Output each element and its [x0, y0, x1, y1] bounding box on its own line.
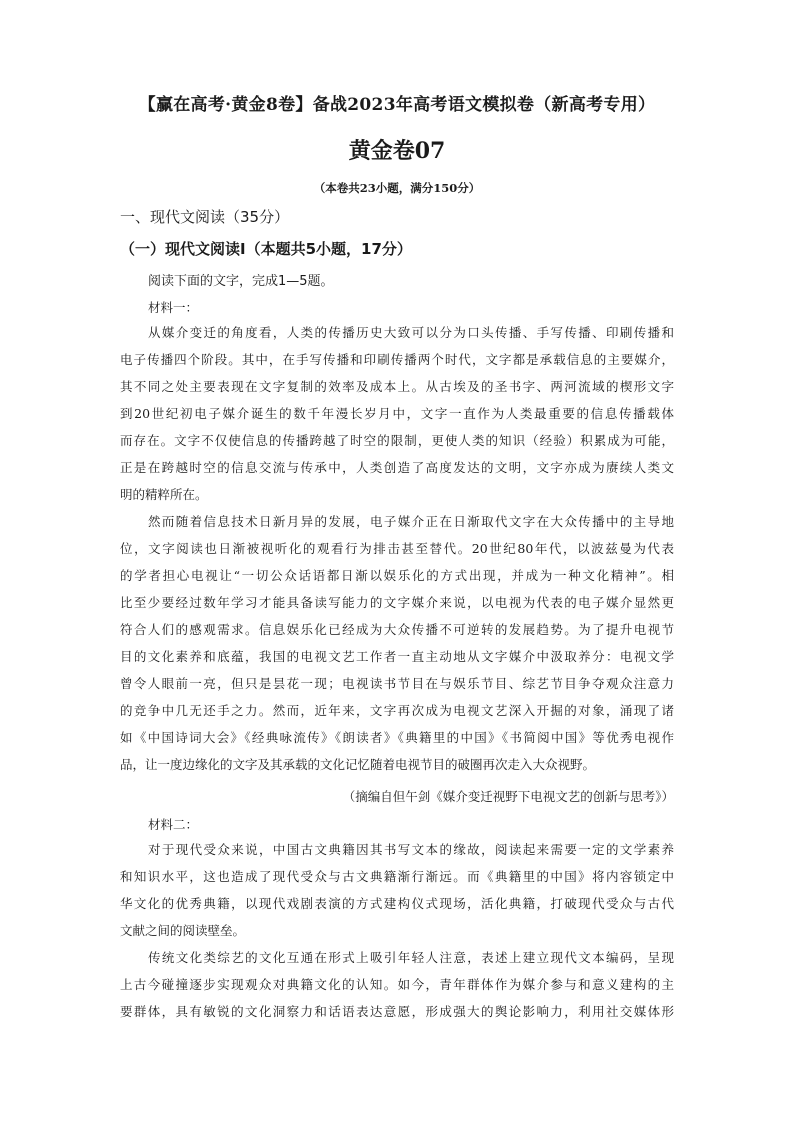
paragraph-line: 文献之间的阅读壁垒。 [120, 923, 246, 938]
paragraph-line: 其不同之处主要表现在文字复制的效率及成本上。从古埃及的圣书字、两河流域的楔形文字 [120, 379, 674, 394]
paragraph-line: 而存在。文字不仅使信息的传播跨越了时空的限制，更使人类的知识（经验）积累成为可能， [120, 433, 674, 448]
paragraph-line: 的竞争中几无还手之力。然而，近年来，文字再次成为电视文艺深入开掘的对象，涌现了诸 [120, 703, 674, 718]
paragraph-line: 传统文化类综艺的文化互通在形式上吸引年轻人注意，表述上建立现代文本编码，呈现 [148, 950, 674, 965]
paragraph-line: 的学者担心电视让“一切公众话语都日渐以娱乐化的方式出现，并成为一种文化精神”。相 [120, 568, 674, 583]
paragraph-line: 符合人们的感观需求。信息娱乐化已经成为大众传播不可逆转的发展趋势。为了提升电视节 [120, 622, 674, 637]
paragraph-line: 从媒介变迁的角度看，人类的传播历史大致可以分为口头传播、手写传播、印刷传播和 [148, 325, 674, 340]
paragraph-line: 如《中国诗词大会》《经典咏流传》《朗读者》《典籍里的中国》《书简阅中国》等优秀电视作 [120, 730, 674, 745]
exam-paper-title: 黄金卷07 [348, 138, 446, 164]
paragraph-line: 上古今碰撞逐步实现观众对典籍文化的认知。如今，青年群体作为媒介参与和意义建构的主 [120, 977, 674, 992]
paragraph-line: 品，让一度边缘化的文字及其承载的文化记忆随着电视节目的破圈再次走入大众视野。 [120, 757, 596, 772]
paragraph-line: 比至少要经过数年学习才能具备读写能力的文字媒介来说，以电视为代表的电子媒介显然更 [120, 595, 674, 610]
material-one-source: （摘编自但午剑《媒介变迁视野下电视文艺的创新与思考》） [342, 789, 674, 804]
section-heading: 一、现代文阅读（35分） [120, 208, 290, 226]
material-two-label: 材料二： [148, 817, 199, 832]
exam-series-title: 【赢在高考·黄金8卷】备战2023年高考语文模拟卷（新高考专用） [138, 95, 656, 115]
paragraph-line: 对于现代受众来说，中国古文典籍因其书写文本的缘故，阅读起来需要一定的文学素养 [148, 842, 674, 857]
paragraph-line: 要群体，具有敏锐的文化洞察力和话语表达意愿，形成强大的舆论影响力，利用社交媒体形 [120, 1004, 674, 1019]
paragraph-line: 电子传播四个阶段。其中，在手写传播和印刷传播两个时代，文字都是承载信息的主要媒介， [120, 352, 674, 367]
paragraph-line: 位，文字阅读也日渐被视听化的观看行为排击甚至替代。20世纪80年代，以波兹曼为代表 [120, 541, 674, 556]
paragraph-line: 然而随着信息技术日新月异的发展，电子媒介正在日渐取代文字在大众传播中的主导地 [148, 514, 674, 529]
paragraph-line: 到20世纪初电子媒介诞生的数千年漫长岁月中，文字一直作为人类最重要的信息传播载体 [120, 406, 674, 421]
paragraph-line: 目的文化素养和底蕴，我国的电视文艺工作者一直主动地从文字媒介中汲取养分：电视文学 [120, 649, 674, 664]
paragraph-line: 华文化的优秀典籍，以现代戏剧表演的方式建构仪式现场，活化典籍，打破现代受众与古代 [120, 896, 674, 911]
reading-instruction: 阅读下面的文字，完成1—5题。 [148, 274, 334, 289]
exam-paper-subtitle: （本卷共23小题，满分150分） [313, 181, 481, 195]
paragraph-line: 和知识水平，这也造成了现代受众与古文典籍渐行渐远。而《典籍里的中国》将内容锁定中 [120, 869, 674, 884]
paragraph-line: 明的精粹所在。 [120, 487, 208, 502]
paragraph-line: 正是在跨越时空的信息交流与传承中，人类创造了高度发达的文明，文字亦成为赓续人类文 [120, 460, 674, 475]
paragraph-line: 曾令人眼前一亮，但只是昙花一现；电视读书节目在与娱乐节目、综艺节目争夺观众注意力 [120, 676, 674, 691]
material-one-label: 材料一： [148, 300, 199, 315]
subsection-heading: （一）现代文阅读Ⅰ（本题共5小题，17分） [120, 240, 412, 258]
